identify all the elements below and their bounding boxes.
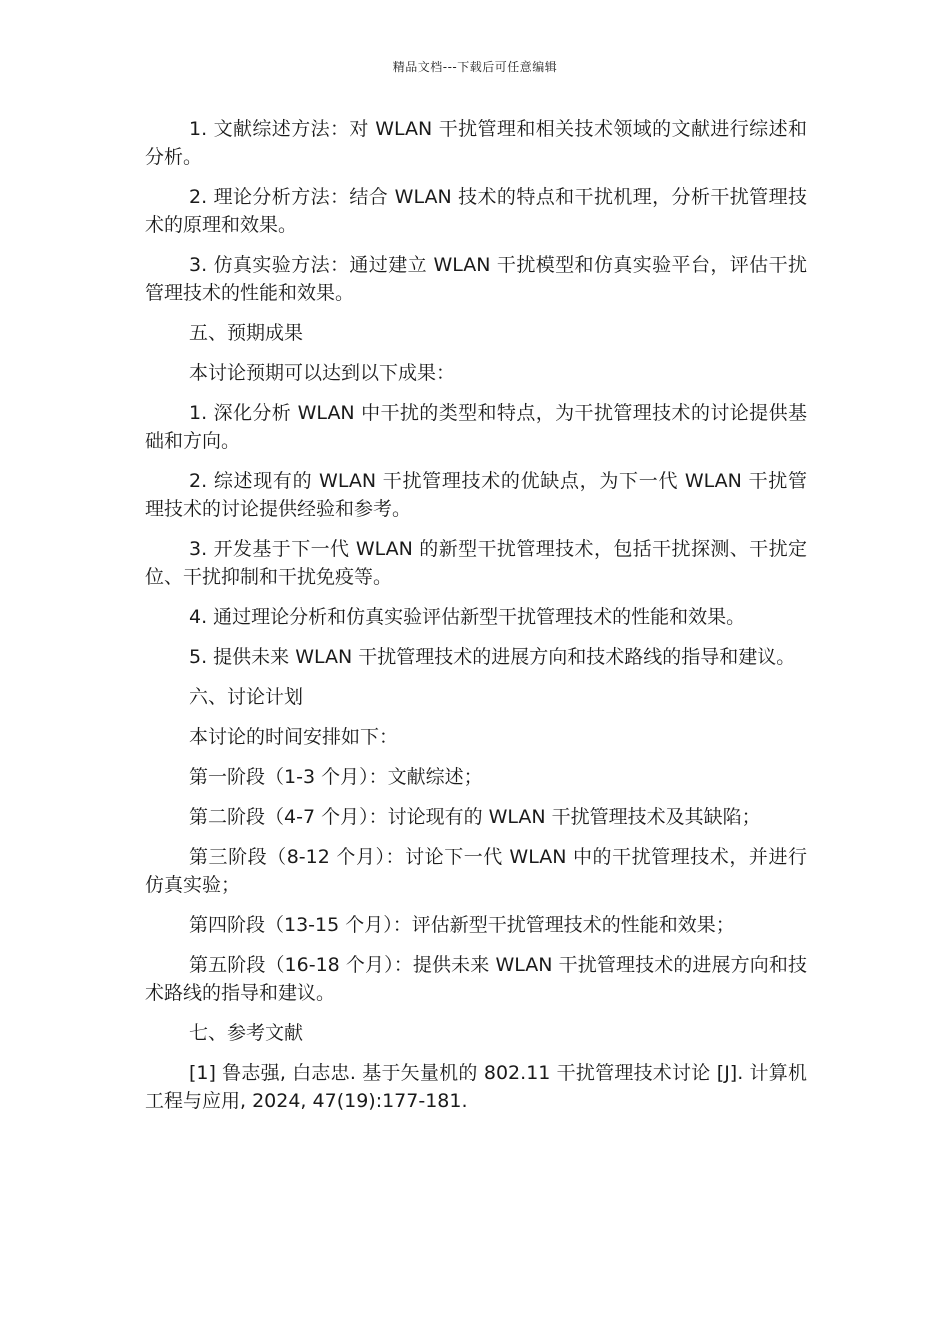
results-intro: 本讨论预期可以达到以下成果：	[189, 362, 456, 384]
result-item-2: 2. 综述现有的 WLAN 干扰管理技术的优缺点，为下一代 WLAN 干扰管理技术的讨论提供经验和参考。	[145, 470, 807, 520]
page-header: 精品文档---下载后可任意编辑	[392, 60, 558, 74]
reference-item-1: [1] 鲁志强, 白志忠. 基于矢量机的 802.11 干扰管理技术讨论 [J]. 计算机工程与应用, 2024, 47(19):177-181.	[145, 1062, 807, 1112]
section-heading-expected-results: 五、预期成果	[189, 322, 304, 344]
plan-stage-2: 第二阶段（4-7 个月）：讨论现有的 WLAN 干扰管理技术及其缺陷；	[189, 806, 761, 828]
document-body	[145, 115, 807, 1127]
result-item-3: 3. 开发基于下一代 WLAN 的新型干扰管理技术，包括干扰探测、干扰定位、干扰抑制和干扰免疫等。	[145, 538, 807, 588]
plan-stage-1: 第一阶段（1-3 个月）：文献综述；	[189, 766, 483, 788]
method-item-2: 2. 理论分析方法：结合 WLAN 技术的特点和干扰机理，分析干扰管理技术的原理和效果。	[145, 186, 807, 236]
plan-stage-3: 第三阶段（8-12 个月）：讨论下一代 WLAN 中的干扰管理技术，并进行仿真实验；	[145, 846, 807, 896]
section-heading-plan: 六、讨论计划	[189, 686, 304, 708]
plan-intro: 本讨论的时间安排如下：	[189, 726, 399, 748]
plan-stage-4: 第四阶段（13-15 个月）：评估新型干扰管理技术的性能和效果；	[189, 914, 735, 936]
method-item-3: 3. 仿真实验方法：通过建立 WLAN 干扰模型和仿真实验平台，评估干扰管理技术的性能和效果。	[145, 254, 807, 304]
result-item-1: 1. 深化分析 WLAN 中干扰的类型和特点，为干扰管理技术的讨论提供基础和方向。	[145, 402, 807, 452]
result-item-4: 4. 通过理论分析和仿真实验评估新型干扰管理技术的性能和效果。	[189, 606, 746, 628]
method-item-1: 1. 文献综述方法：对 WLAN 干扰管理和相关技术领域的文献进行综述和分析。	[145, 118, 807, 168]
section-heading-references: 七、参考文献	[189, 1022, 304, 1044]
result-item-5: 5. 提供未来 WLAN 干扰管理技术的进展方向和技术路线的指导和建议。	[189, 646, 796, 668]
plan-stage-5: 第五阶段（16-18 个月）：提供未来 WLAN 干扰管理技术的进展方向和技术路线的指导和建议。	[145, 954, 807, 1004]
